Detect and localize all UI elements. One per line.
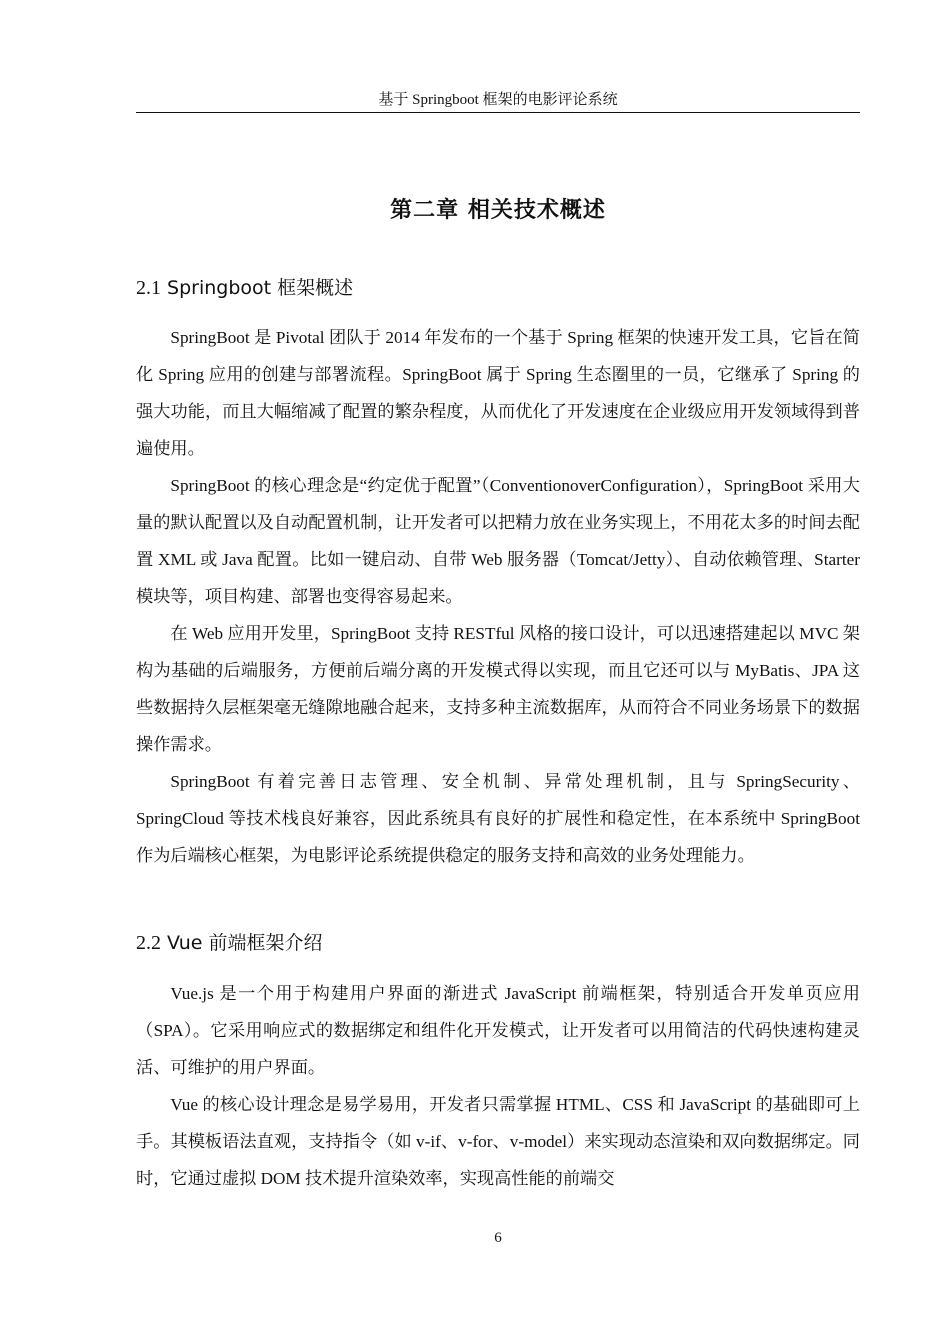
page-number: 6	[494, 1230, 502, 1246]
chapter-title: 第二章 相关技术概述	[390, 198, 606, 223]
paragraph: Vue 的核心设计理念是易学易用，开发者只需掌握 HTML、CSS 和 JavaScript 的基础即可上手。其模板语法直观，支持指令（如 v-if、v-for、v-model）来实现动态渲染和双向数据绑定。同时，它通过虚拟 DOM 技术提升渲染效率，实现高性能的前端交	[136, 1095, 860, 1188]
paragraph: Vue.js 是一个用于构建用户界面的渐进式 JavaScript 前端框架，特别适合开发单页应用（SPA）。它采用响应式的数据绑定和组件化开发模式，让开发者可以用简洁的代码快速构建灵活、可维护的用户界面。	[136, 984, 860, 1077]
paragraph: SpringBoot 有着完善日志管理、安全机制、异常处理机制，且与 SpringSecurity、SpringCloud 等技术栈良好兼容，因此系统具有良好的扩展性和稳定性，在本系统中 SpringBoot 作为后端核心框架，为电影评论系统提供稳定的服务支持和高效的业务处理能力。	[136, 772, 860, 865]
paragraph: SpringBoot 的核心理念是“约定优于配置”（ConventionoverConfiguration），SpringBoot 采用大量的默认配置以及自动配置机制，让开发者可以把精力放在业务实现上，不用花太多的时间去配置 XML 或 Java 配置。比如一键启动、自带 Web 服务器（Tomcat/Jetty）、自动依赖管理、Starter 模块等，项目构建、部署也变得容易起来。	[136, 476, 860, 606]
section-number: 2.1	[136, 277, 161, 299]
section-title: Springboot 框架概述	[167, 277, 354, 299]
section-heading-2-2	[136, 928, 860, 958]
header-rule	[136, 112, 860, 113]
section-body-2-1	[136, 319, 860, 874]
section-number: 2.2	[136, 932, 161, 954]
section-body-2-2	[136, 975, 860, 1197]
paragraph: SpringBoot 是 Pivotal 团队于 2014 年发布的一个基于 Spring 框架的快速开发工具，它旨在简化 Spring 应用的创建与部署流程。SpringBoot 属于 Spring 生态圈里的一员，它继承了 Spring 的强大功能，而且大幅缩减了配置的繁杂程度，从而优化了开发速度在企业级应用开发领域得到普遍使用。	[136, 328, 860, 458]
section-title: Vue 前端框架介绍	[167, 932, 323, 954]
section-heading-2-1	[136, 273, 860, 303]
running-header: 基于 Springboot 框架的电影评论系统	[378, 92, 618, 108]
paragraph: 在 Web 应用开发里，SpringBoot 支持 RESTful 风格的接口设计，可以迅速搭建起以 MVC 架构为基础的后端服务，方便前后端分离的开发模式得以实现，而且它还可以与 MyBatis、JPA 这些数据持久层框架毫无缝隙地融合起来，支持多种主流数据库，从而符合不同业务场景下的数据操作需求。	[136, 624, 860, 754]
